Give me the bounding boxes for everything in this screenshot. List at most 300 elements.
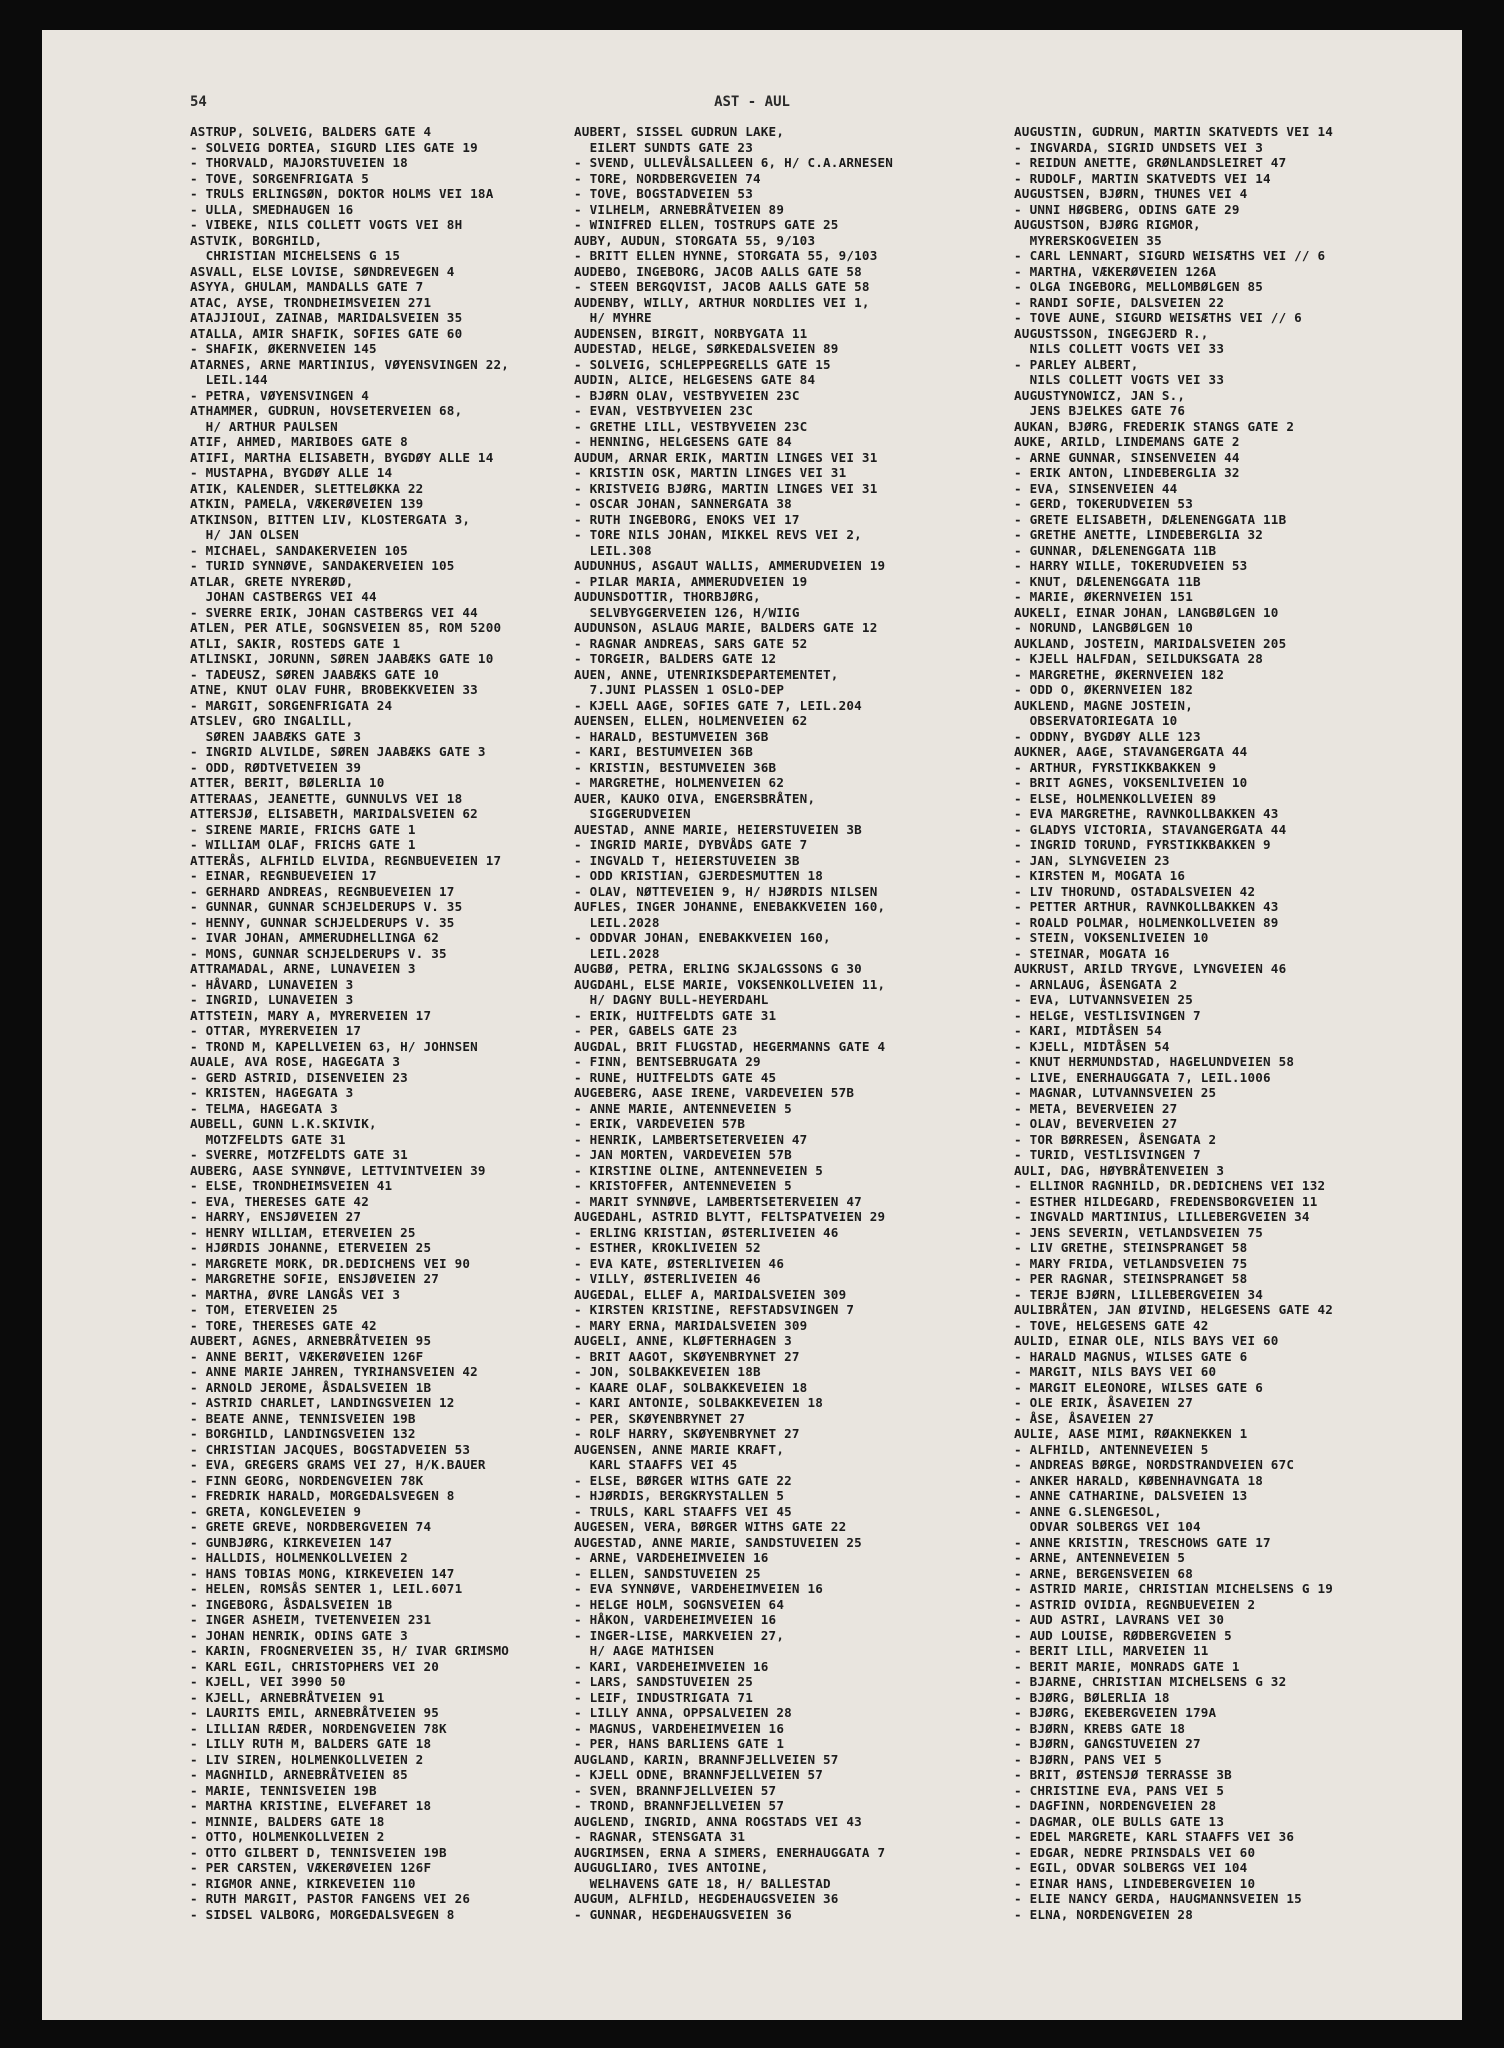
- directory-entry: AUKLEND, MAGNE JOSTEIN,: [1014, 697, 1193, 713]
- directory-entry: - ODDNY, BYGDØY ALLE 123: [1014, 728, 1201, 744]
- directory-entry: AUGELI, ANNE, KLØFTERHAGEN 3: [574, 1333, 792, 1348]
- directory-entry: AUGUSTSON, BJØRG RIGMOR,: [1014, 217, 1201, 232]
- directory-entry: - HENNING, HELGESENS GATE 84: [574, 434, 792, 449]
- listing-column-1: [190, 124, 620, 1922]
- directory-entry: OBSERVATORIEGATA 10: [1014, 713, 1178, 728]
- listing-column-2: [574, 124, 1004, 1922]
- directory-entry: - KNUT HERMUNDSTAD, HAGELUNDVEIEN 58: [1014, 1054, 1295, 1069]
- directory-entry: - IVAR JOHAN, AMMERUDHELLINGA 62: [190, 930, 440, 945]
- directory-entry: - GLADYS VICTORIA, STAVANGERGATA 44: [1014, 821, 1287, 837]
- directory-entry: - VIBEKE, NILS COLLETT VOGTS VEI 8H: [190, 217, 463, 232]
- directory-entry: - BJØRG, BØLERLIA 18: [1014, 1689, 1170, 1705]
- directory-entry: - LIV GRETHE, STEINSPRANGET 58: [1014, 1240, 1248, 1255]
- directory-entry: AUFLES, INGER JOHANNE, ENEBAKKVEIEN 160,: [574, 899, 886, 914]
- directory-entry: - LEIF, INDUSTRIGATA 71: [574, 1689, 753, 1705]
- directory-entry: AUDENSEN, BIRGIT, NORBYGATA 11: [574, 325, 808, 341]
- directory-entry: LEIL.308: [574, 542, 652, 558]
- directory-entry: - GUNBJØRG, KIRKEVEIEN 147: [190, 1534, 393, 1550]
- page-number: 54: [190, 94, 207, 110]
- directory-entry: - SIDSEL VALBORG, MORGEDALSVEGEN 8: [190, 1906, 455, 1922]
- directory-entry: - TROND, BRANNFJELLVEIEN 57: [574, 1798, 785, 1813]
- directory-entry: - ANNE MARIE JAHREN, TYRIHANSVEIEN 42: [190, 1364, 478, 1379]
- directory-entry: - KIRSTINE OLINE, ANTENNEVEIEN 5: [574, 1162, 824, 1178]
- directory-entry: - EVA, SINSENVEIEN 44: [1014, 480, 1178, 496]
- directory-entry: - TADEUSZ, SØREN JAABÆKS GATE 10: [190, 666, 440, 682]
- directory-entry: - BRIT, ØSTENSJØ TERRASSE 3B: [1014, 1767, 1232, 1782]
- directory-entry: - TORE, NORDBERGVEIEN 74: [574, 170, 761, 186]
- directory-entry: AUGEBERG, AASE IRENE, VARDEVEIEN 57B: [574, 1085, 855, 1100]
- directory-entry: - LARS, SANDSTUVEIEN 25: [574, 1674, 753, 1689]
- directory-entry: - OTTO GILBERT D, TENNISVEIEN 19B: [190, 1844, 447, 1860]
- directory-entry: - JON, SOLBAKKEVEIEN 18B: [574, 1364, 761, 1379]
- directory-entry: H/ MYHRE: [574, 310, 652, 325]
- directory-entry: - GRETA, KONGLEVEIEN 9: [190, 1503, 362, 1519]
- directory-entry: - THORVALD, MAJORSTUVEIEN 18: [190, 155, 408, 170]
- directory-entry: AUKRUST, ARILD TRYGVE, LYNGVEIEN 46: [1014, 961, 1287, 976]
- directory-entry: SELVBYGGERVEIEN 126, H/WIIG: [574, 604, 800, 620]
- directory-entry: - ULLA, SMEDHAUGEN 16: [190, 201, 354, 217]
- directory-entry: AUEN, ANNE, UTENRIKSDEPARTEMENTET,: [574, 666, 839, 682]
- directory-entry: NILS COLLETT VOGTS VEI 33: [1014, 372, 1225, 387]
- directory-entry: - ESTHER HILDEGARD, FREDENSBORGVEIEN 11: [1014, 1193, 1318, 1209]
- directory-entry: - ANNE G.SLENGESOL,: [1014, 1503, 1162, 1519]
- directory-entry: ASTRUP, SOLVEIG, BALDERS GATE 4: [190, 124, 432, 139]
- directory-entry: - STEIN, VOKSENLIVEIEN 10: [1014, 930, 1209, 945]
- directory-entry: H/ DAGNY BULL-HEYERDAHL: [574, 992, 769, 1007]
- directory-entry: - STEINAR, MOGATA 16: [1014, 945, 1170, 961]
- directory-entry: ATLINSKI, JORUNN, SØREN JAABÆKS GATE 10: [190, 651, 494, 666]
- directory-entry: - LILLIAN RÆDER, NORDENGVEIEN 78K: [190, 1720, 447, 1736]
- directory-entry: EILERT SUNDTS GATE 23: [574, 139, 753, 155]
- directory-entry: - RIGMOR ANNE, KIRKEVEIEN 110: [190, 1875, 416, 1891]
- directory-entry: - PARLEY ALBERT,: [1014, 356, 1139, 372]
- directory-entry: - MONS, GUNNAR SCHJELDERUPS V. 35: [190, 945, 447, 961]
- directory-entry: - INGEBORG, ÅSDALSVEIEN 1B: [190, 1596, 393, 1612]
- listing-column-3: [1014, 124, 1454, 1922]
- directory-entry: - ÅSE, ÅSAVEIEN 27: [1014, 1410, 1155, 1426]
- directory-entry: - AUD ASTRI, LAVRANS VEI 30: [1014, 1612, 1225, 1627]
- directory-entry: - TOVE, HELGESENS GATE 42: [1014, 1317, 1209, 1333]
- directory-entry: - GRETE ELISABETH, DÆLENENGGATA 11B: [1014, 511, 1287, 527]
- directory-entry: - INGRID, LUNAVEIEN 3: [190, 992, 354, 1007]
- directory-entry: ATLAR, GRETE NYRERØD,: [190, 573, 354, 589]
- directory-entry: - KJELL AAGE, SOFIES GATE 7, LEIL.204: [574, 697, 862, 713]
- directory-entry: - KARI, MIDTÅSEN 54: [1014, 1023, 1162, 1038]
- directory-entry: - LIVE, ENERHAUGGATA 7, LEIL.1006: [1014, 1069, 1271, 1085]
- directory-entry: - EVA, GREGERS GRAMS VEI 27, H/K.BAUER: [190, 1457, 486, 1472]
- directory-entry: - RUTH INGEBORG, ENOKS VEI 17: [574, 511, 800, 527]
- directory-entry: - PER CARSTEN, VÆKERØVEIEN 126F: [190, 1860, 432, 1875]
- directory-entry: - HELGE, VESTLISVINGEN 7: [1014, 1007, 1201, 1023]
- directory-entry: - EDGAR, NEDRE PRINSDALS VEI 60: [1014, 1844, 1256, 1860]
- directory-entry: - MARGRETHE, HOLMENVEIEN 62: [574, 775, 785, 790]
- directory-entry: - LAURITS EMIL, ARNEBRÅTVEIEN 95: [190, 1705, 440, 1720]
- directory-entry: - KRISTOFFER, ANTENNEVEIEN 5: [574, 1178, 792, 1193]
- directory-entry: - BRIT AAGOT, SKØYENBRYNET 27: [574, 1348, 800, 1364]
- directory-entry: - UNNI HØGBERG, ODINS GATE 29: [1014, 201, 1240, 217]
- directory-entry: - ARTHUR, FYRSTIKKBAKKEN 9: [1014, 759, 1217, 775]
- directory-entry: AUENSEN, ELLEN, HOLMENVEIEN 62: [574, 713, 808, 728]
- directory-entry: WELHAVENS GATE 18, H/ BALLESTAD: [574, 1875, 831, 1891]
- directory-entry: KARL STAAFFS VEI 45: [574, 1457, 738, 1472]
- directory-entry: - GRETE GREVE, NORDBERGVEIEN 74: [190, 1519, 432, 1534]
- directory-entry: - PER, GABELS GATE 23: [574, 1023, 738, 1038]
- directory-entry: - OTTAR, MYRERVEIEN 17: [190, 1023, 362, 1038]
- directory-entry: - EDEL MARGRETE, KARL STAAFFS VEI 36: [1014, 1829, 1295, 1844]
- directory-entry: - MAGNUS, VARDEHEIMVEIEN 16: [574, 1720, 785, 1736]
- directory-entry: - HÅVARD, LUNAVEIEN 3: [190, 976, 354, 992]
- directory-entry: - STEEN BERGQVIST, JACOB AALLS GATE 58: [574, 279, 870, 294]
- directory-entry: ATNE, KNUT OLAV FUHR, BROBEKKVEIEN 33: [190, 682, 478, 697]
- directory-entry: AUGLAND, KARIN, BRANNFJELLVEIEN 57: [574, 1751, 839, 1767]
- directory-entry: - ARNE, VARDEHEIMVEIEN 16: [574, 1550, 769, 1565]
- directory-entry: - ANNE MARIE, ANTENNEVEIEN 5: [574, 1100, 792, 1116]
- directory-entry: - MARGIT, NILS BAYS VEI 60: [1014, 1364, 1217, 1379]
- directory-entry: - CHRISTINE EVA, PANS VEI 5: [1014, 1782, 1225, 1798]
- directory-entry: - TERJE BJØRN, LILLEBERGVEIEN 34: [1014, 1286, 1264, 1302]
- directory-entry: - HENRIK, LAMBERTSETERVEIEN 47: [574, 1131, 808, 1147]
- directory-entry: - DAGFINN, NORDENGVEIEN 28: [1014, 1798, 1217, 1813]
- directory-entry: AUBERT, AGNES, ARNEBRÅTVEIEN 95: [190, 1333, 432, 1348]
- directory-entry: - JENS SEVERIN, VETLANDSVEIEN 75: [1014, 1224, 1264, 1240]
- directory-entry: - VILLY, ØSTERLIVEIEN 46: [574, 1271, 761, 1286]
- directory-entry: ATARNES, ARNE MARTINIUS, VØYENSVINGEN 22,: [190, 356, 510, 372]
- directory-entry: - MUSTAPHA, BYGDØY ALLE 14: [190, 465, 393, 480]
- directory-entry: ATLEN, PER ATLE, SOGNSVEIEN 85, ROM 5200: [190, 620, 502, 635]
- directory-entry: - HANS TOBIAS MONG, KIRKEVEIEN 147: [190, 1565, 455, 1581]
- directory-entry: - VILHELM, ARNEBRÅTVEIEN 89: [574, 201, 785, 217]
- directory-entry: - JOHAN HENRIK, ODINS GATE 3: [190, 1627, 408, 1643]
- directory-entry: - EVAN, VESTBYVEIEN 23C: [574, 403, 753, 418]
- directory-entry: JOHAN CASTBERGS VEI 44: [190, 589, 377, 604]
- directory-entry: - TORGEIR, BALDERS GATE 12: [574, 651, 777, 666]
- directory-entry: - OTTO, HOLMENKOLLVEIEN 2: [190, 1829, 385, 1844]
- directory-entry: - ELLINOR RAGNHILD, DR.DEDICHENS VEI 132: [1014, 1178, 1326, 1193]
- directory-entry: - SHAFIK, ØKERNVEIEN 145: [190, 341, 377, 356]
- directory-entry: - KRISTIN, BESTUMVEIEN 36B: [574, 759, 777, 775]
- directory-entry: - MARGRETHE SOFIE, ENSJØVEIEN 27: [190, 1271, 440, 1286]
- directory-entry: - OLGA INGEBORG, MELLOMBØLGEN 85: [1014, 279, 1264, 294]
- directory-entry: - KJELL HALFDAN, SEILDUKSGATA 28: [1014, 651, 1264, 666]
- directory-entry: AUBERT, SISSEL GUDRUN LAKE,: [574, 124, 785, 139]
- directory-entry: AULIBRÅTEN, JAN ØIVIND, HELGESENS GATE 42: [1014, 1302, 1334, 1317]
- directory-entry: - GERD ASTRID, DISENVEIEN 23: [190, 1069, 408, 1085]
- directory-entry: - ODD O, ØKERNVEIEN 182: [1014, 682, 1193, 697]
- directory-entry: LEIL.2028: [574, 945, 660, 961]
- directory-entry: - HÅKON, VARDEHEIMVEIEN 16: [574, 1612, 777, 1627]
- directory-entry: LEIL.2028: [574, 914, 660, 930]
- directory-entry: AUGLEND, INGRID, ANNA ROGSTADS VEI 43: [574, 1813, 862, 1829]
- directory-entry: - KAARE OLAF, SOLBAKKEVEIEN 18: [574, 1379, 808, 1395]
- directory-entry: - ELSE, HOLMENKOLLVEIEN 89: [1014, 790, 1217, 806]
- directory-entry: - SVEND, ULLEVÅLSALLEEN 6, H/ C.A.ARNESEN: [574, 155, 894, 170]
- directory-entry: SØREN JAABÆKS GATE 3: [190, 728, 362, 744]
- directory-entry: AUDIN, ALICE, HELGESENS GATE 84: [574, 372, 816, 387]
- directory-entry: - MICHAEL, SANDAKERVEIEN 105: [190, 542, 408, 558]
- directory-entry: - META, BEVERVEIEN 27: [1014, 1100, 1178, 1116]
- directory-entry: - KARL EGIL, CHRISTOPHERS VEI 20: [190, 1658, 440, 1674]
- directory-entry: - EGIL, ODVAR SOLBERGS VEI 104: [1014, 1860, 1248, 1875]
- directory-entry: AUDUNSDOTTIR, THORBJØRG,: [574, 589, 761, 604]
- directory-entry: - PER RAGNAR, STEINSPRANGET 58: [1014, 1271, 1248, 1286]
- directory-entry: AUGUSTYNOWICZ, JAN S.,: [1014, 387, 1186, 403]
- directory-entry: - HARRY WILLE, TOKERUDVEIEN 53: [1014, 558, 1248, 573]
- directory-entry: - MARGRETE MORK, DR.DEDICHENS VEI 90: [190, 1255, 471, 1271]
- directory-entry: - KNUT, DÆLENENGGATA 11B: [1014, 573, 1201, 589]
- directory-entry: - MARIT SYNNØVE, LAMBERTSETERVEIEN 47: [574, 1193, 862, 1209]
- directory-entry: AUKELI, EINAR JOHAN, LANGBØLGEN 10: [1014, 604, 1279, 620]
- directory-entry: - TOVE, SORGENFRIGATA 5: [190, 170, 369, 186]
- directory-entry: AULID, EINAR OLE, NILS BAYS VEI 60: [1014, 1333, 1279, 1348]
- directory-entry: - TOR BØRRESEN, ÅSENGATA 2: [1014, 1131, 1217, 1147]
- directory-entry: ATIK, KALENDER, SLETTELØKKA 22: [190, 480, 424, 496]
- directory-entry: - BORGHILD, LANDINGSVEIEN 132: [190, 1426, 416, 1441]
- directory-entry: - SVEN, BRANNFJELLVEIEN 57: [574, 1782, 777, 1798]
- directory-entry: - BRIT AGNES, VOKSENLIVEIEN 10: [1014, 775, 1248, 790]
- directory-entry: - INGRID ALVILDE, SØREN JAABÆKS GATE 3: [190, 744, 486, 759]
- directory-entry: - KRISTEN, HAGEGATA 3: [190, 1085, 354, 1100]
- directory-entry: - ELLEN, SANDSTUVEIEN 25: [574, 1565, 761, 1581]
- directory-entry: - RUTH MARGIT, PASTOR FANGENS VEI 26: [190, 1891, 471, 1906]
- directory-entry: AUDUNHUS, ASGAUT WALLIS, AMMERUDVEIEN 19: [574, 558, 886, 573]
- directory-entry: SIGGERUDVEIEN: [574, 806, 691, 821]
- directory-entry: - GERD, TOKERUDVEIEN 53: [1014, 496, 1193, 511]
- directory-entry: - ROLF HARRY, SKØYENBRYNET 27: [574, 1426, 800, 1441]
- directory-entry: AUKE, ARILD, LINDEMANS GATE 2: [1014, 434, 1240, 449]
- directory-entry: AUDUM, ARNAR ERIK, MARTIN LINGES VEI 31: [574, 449, 878, 465]
- directory-entry: - MARTHA KRISTINE, ELVEFARET 18: [190, 1798, 432, 1813]
- directory-entry: AUDESTAD, HELGE, SØRKEDALSVEIEN 89: [574, 341, 839, 356]
- directory-entry: - MARTHA, VÆKERØVEIEN 126A: [1014, 263, 1217, 279]
- directory-entry: - OLAV, BEVERVEIEN 27: [1014, 1116, 1178, 1131]
- directory-entry: - BRITT ELLEN HYNNE, STORGATA 55, 9/103: [574, 248, 878, 263]
- directory-entry: - MARTHA, ØVRE LANGÅS VEI 3: [190, 1286, 401, 1302]
- directory-entry: - GRETHE LILL, VESTBYVEIEN 23C: [574, 418, 808, 434]
- directory-entry: - TOVE AUNE, SIGURD WEISÆTHS VEI // 6: [1014, 310, 1302, 325]
- directory-entry: - JAN MORTEN, VARDEVEIEN 57B: [574, 1147, 792, 1162]
- directory-entry: - LILLY ANNA, OPPSALVEIEN 28: [574, 1705, 792, 1720]
- directory-entry: - BJØRN OLAV, VESTBYVEIEN 23C: [574, 387, 800, 403]
- directory-entry: - MARY FRIDA, VETLANDSVEIEN 75: [1014, 1255, 1248, 1271]
- directory-entry: ATTRAMADAL, ARNE, LUNAVEIEN 3: [190, 961, 416, 976]
- directory-entry: AUDENBY, WILLY, ARTHUR NORDLIES VEI 1,: [574, 294, 870, 310]
- directory-entry: - HARALD MAGNUS, WILSES GATE 6: [1014, 1348, 1248, 1364]
- directory-entry: AULIE, AASE MIMI, RØAKNEKKEN 1: [1014, 1426, 1248, 1441]
- directory-entry: AUGUGLIARO, IVES ANTOINE,: [574, 1860, 769, 1875]
- directory-entry: - ODDVAR JOHAN, ENEBAKKVEIEN 160,: [574, 930, 831, 945]
- directory-entry: - RUDOLF, MARTIN SKATVEDTS VEI 14: [1014, 170, 1271, 186]
- directory-entry: ATAC, AYSE, TRONDHEIMSVEIEN 271: [190, 294, 432, 310]
- directory-entry: ATIF, AHMED, MARIBOES GATE 8: [190, 434, 408, 449]
- directory-entry: AUESTAD, ANNE MARIE, HEIERSTUVEIEN 3B: [574, 821, 862, 837]
- directory-entry: ATKINSON, BITTEN LIV, KLOSTERGATA 3,: [190, 511, 471, 527]
- directory-entry: - ARNLAUG, ÅSENGATA 2: [1014, 976, 1178, 992]
- directory-entry: - ANNE BERIT, VÆKERØVEIEN 126F: [190, 1348, 424, 1364]
- directory-entry: - OSCAR JOHAN, SANNERGATA 38: [574, 496, 792, 511]
- directory-entry: - ASTRID MARIE, CHRISTIAN MICHELSENS G 19: [1014, 1581, 1334, 1596]
- directory-entry: AUKAN, BJØRG, FREDERIK STANGS GATE 2: [1014, 418, 1295, 434]
- directory-entry: - HJØRDIS, BERGKRYSTALLEN 5: [574, 1488, 785, 1503]
- directory-entry: - KRISTIN OSK, MARTIN LINGES VEI 31: [574, 465, 847, 480]
- directory-entry: AUKLAND, JOSTEIN, MARIDALSVEIEN 205: [1014, 635, 1287, 651]
- directory-entry: - ARNE GUNNAR, SINSENVEIEN 44: [1014, 449, 1240, 465]
- directory-entry: - GERHARD ANDREAS, REGNBUEVEIEN 17: [190, 883, 455, 899]
- directory-entry: - BJØRN, KREBS GATE 18: [1014, 1720, 1186, 1736]
- directory-entry: - TELMA, HAGEGATA 3: [190, 1100, 338, 1116]
- directory-entry: AUGUSTSEN, BJØRN, THUNES VEI 4: [1014, 186, 1248, 201]
- directory-entry: - EVA MARGRETHE, RAVNKOLLBAKKEN 43: [1014, 806, 1279, 821]
- directory-entry: - HARRY, ENSJØVEIEN 27: [190, 1209, 362, 1224]
- directory-entry: H/ JAN OLSEN: [190, 527, 299, 542]
- directory-entry: - MARY ERNA, MARIDALSVEIEN 309: [574, 1317, 808, 1333]
- directory-entry: - HENRY WILLIAM, ETERVEIEN 25: [190, 1224, 416, 1240]
- directory-entry: ATIFI, MARTHA ELISABETH, BYGDØY ALLE 14: [190, 449, 494, 465]
- directory-entry: - WINIFRED ELLEN, TOSTRUPS GATE 25: [574, 217, 839, 232]
- directory-entry: AUGDAL, BRIT FLUGSTAD, HEGERMANNS GATE 4: [574, 1038, 886, 1054]
- directory-entry: - FINN, BENTSEBRUGATA 29: [574, 1054, 761, 1069]
- directory-entry: - EVA, THERESES GATE 42: [190, 1193, 369, 1209]
- directory-entry: - SOLVEIG, SCHLEPPEGRELLS GATE 15: [574, 356, 831, 372]
- directory-entry: - MAGNAR, LUTVANNSVEIEN 25: [1014, 1085, 1217, 1100]
- directory-entry: - GUNNAR, GUNNAR SCHJELDERUPS V. 35: [190, 899, 463, 914]
- directory-entry: - ELNA, NORDENGVEIEN 28: [1014, 1906, 1193, 1922]
- directory-entry: AUBY, AUDUN, STORGATA 55, 9/103: [574, 232, 816, 248]
- directory-entry: - ESTHER, KROKLIVEIEN 52: [574, 1240, 761, 1255]
- directory-entry: ATSLEV, GRO INGALILL,: [190, 713, 354, 728]
- directory-entry: - HARALD, BESTUMVEIEN 36B: [574, 728, 769, 744]
- page-range-title: AST - AUL: [714, 94, 790, 110]
- directory-entry: - KARIN, FROGNERVEIEN 35, H/ IVAR GRIMSMO: [190, 1643, 510, 1658]
- directory-entry: AUKNER, AAGE, STAVANGERGATA 44: [1014, 744, 1248, 759]
- directory-entry: - KARI, VARDEHEIMVEIEN 16: [574, 1658, 769, 1674]
- directory-entry: - KJELL, VEI 3990 50: [190, 1674, 346, 1689]
- directory-entry: - JAN, SLYNGVEIEN 23: [1014, 852, 1170, 868]
- directory-entry: ATTERÅS, ALFHILD ELVIDA, REGNBUEVEIEN 17: [190, 852, 502, 868]
- directory-entry: - KARI, BESTUMVEIEN 36B: [574, 744, 753, 759]
- directory-entry: - RUNE, HUITFELDTS GATE 45: [574, 1069, 777, 1085]
- directory-entry: AUGESEN, VERA, BØRGER WITHS GATE 22: [574, 1519, 847, 1534]
- directory-entry: ATHAMMER, GUDRUN, HOVSETERVEIEN 68,: [190, 403, 463, 418]
- directory-entry: AUGUSTIN, GUDRUN, MARTIN SKATVEDTS VEI 14: [1014, 124, 1334, 139]
- directory-entry: - MARGRETHE, ØKERNVEIEN 182: [1014, 666, 1225, 682]
- directory-entry: - OLAV, NØTTEVEIEN 9, H/ HJØRDIS NILSEN: [574, 883, 878, 899]
- directory-entry: JENS BJELKES GATE 76: [1014, 403, 1186, 418]
- directory-entry: - LIV THORUND, OSTADALSVEIEN 42: [1014, 883, 1256, 899]
- directory-entry: - HJØRDIS JOHANNE, ETERVEIEN 25: [190, 1240, 432, 1255]
- directory-entry: AUDEBO, INGEBORG, JACOB AALLS GATE 58: [574, 263, 862, 279]
- directory-entry: - SVERRE ERIK, JOHAN CASTBERGS VEI 44: [190, 604, 478, 620]
- directory-entry: - ARNE, ANTENNEVEIEN 5: [1014, 1550, 1186, 1565]
- directory-entry: - RAGNAR ANDREAS, SARS GATE 52: [574, 635, 808, 651]
- directory-entry: ATTSTEIN, MARY A, MYRERVEIEN 17: [190, 1007, 432, 1023]
- directory-entry: - ASTRID OVIDIA, REGNBUEVEIEN 2: [1014, 1596, 1256, 1612]
- directory-entry: - AUD LOUISE, RØDBERGVEIEN 5: [1014, 1627, 1232, 1643]
- directory-entry: - TOM, ETERVEIEN 25: [190, 1302, 338, 1317]
- directory-entry: - BJARNE, CHRISTIAN MICHELSENS G 32: [1014, 1674, 1287, 1689]
- directory-entry: - DAGMAR, OLE BULLS GATE 13: [1014, 1813, 1225, 1829]
- directory-entry: - ALFHILD, ANTENNEVEIEN 5: [1014, 1441, 1209, 1457]
- page-header: [42, 88, 1462, 118]
- directory-entry: ATKIN, PAMELA, VÆKERØVEIEN 139: [190, 496, 424, 511]
- directory-entry: - TROND M, KAPELLVEIEN 63, H/ JOHNSEN: [190, 1038, 478, 1054]
- directory-entry: - INGER ASHEIM, TVETENVEIEN 231: [190, 1612, 432, 1627]
- directory-entry: AUBERG, AASE SYNNØVE, LETTVINTVEIEN 39: [190, 1162, 486, 1178]
- directory-entry: - BEATE ANNE, TENNISVEIEN 19B: [190, 1410, 416, 1426]
- directory-entry: - KARI ANTONIE, SOLBAKKEVEIEN 18: [574, 1395, 824, 1410]
- directory-entry: ODVAR SOLBERGS VEI 104: [1014, 1519, 1201, 1534]
- directory-entry: - ANNE KRISTIN, TRESCHOWS GATE 17: [1014, 1534, 1271, 1550]
- directory-entry: - GUNNAR, HEGDEHAUGSVEIEN 36: [574, 1906, 792, 1922]
- directory-entry: ASYYA, GHULAM, MANDALLS GATE 7: [190, 279, 424, 294]
- directory-entry: - TRULS ERLINGSØN, DOKTOR HOLMS VEI 18A: [190, 186, 494, 201]
- directory-entry: - INGVALD MARTINIUS, LILLEBERGVEIEN 34: [1014, 1209, 1310, 1224]
- directory-entry: LEIL.144: [190, 372, 268, 387]
- directory-entry: - SVERRE, MOTZFELDTS GATE 31: [190, 1147, 408, 1162]
- directory-entry: ATAJJIOUI, ZAINAB, MARIDALSVEIEN 35: [190, 310, 463, 325]
- directory-entry: - EVA, LUTVANNSVEIEN 25: [1014, 992, 1193, 1007]
- directory-entry: - KJELL, ARNEBRÅTVEIEN 91: [190, 1689, 385, 1705]
- directory-entry: ATTER, BERIT, BØLERLIA 10: [190, 775, 385, 790]
- directory-entry: NILS COLLETT VOGTS VEI 33: [1014, 341, 1225, 356]
- directory-entry: ATALLA, AMIR SHAFIK, SOFIES GATE 60: [190, 325, 463, 341]
- directory-entry: - TURID, VESTLISVINGEN 7: [1014, 1147, 1201, 1162]
- directory-entry: - KIRSTEN KRISTINE, REFSTADSVINGEN 7: [574, 1302, 855, 1317]
- directory-entry: - SIRENE MARIE, FRICHS GATE 1: [190, 821, 416, 837]
- directory-entry: - TORE, THERESES GATE 42: [190, 1317, 377, 1333]
- directory-entry: - ARNOLD JEROME, ÅSDALSVEIEN 1B: [190, 1379, 432, 1395]
- directory-entry: AUGENSEN, ANNE MARIE KRAFT,: [574, 1441, 785, 1457]
- directory-entry: MYRERSKOGVEIEN 35: [1014, 232, 1162, 248]
- directory-entry: ATLI, SAKIR, ROSTEDS GATE 1: [190, 635, 401, 651]
- directory-entry: - BERIT LILL, MARVEIEN 11: [1014, 1643, 1209, 1658]
- directory-entry: - ELIE NANCY GERDA, HAUGMANNSVEIEN 15: [1014, 1891, 1302, 1906]
- directory-entry: - BJØRG, EKEBERGVEIEN 179A: [1014, 1705, 1217, 1720]
- directory-entry: - ANKER HARALD, KØBENHAVNGATA 18: [1014, 1472, 1264, 1488]
- directory-entry: - REIDUN ANETTE, GRØNLANDSLEIRET 47: [1014, 155, 1287, 170]
- directory-entry: AUALE, AVA ROSE, HAGEGATA 3: [190, 1054, 401, 1069]
- directory-entry: - ELSE, TRONDHEIMSVEIEN 41: [190, 1178, 393, 1193]
- directory-entry: - MARIE, ØKERNVEIEN 151: [1014, 589, 1193, 604]
- directory-entry: - HELEN, ROMSÅS SENTER 1, LEIL.6071: [190, 1581, 463, 1596]
- directory-entry: - ANDREAS BØRGE, NORDSTRANDVEIEN 67C: [1014, 1457, 1295, 1472]
- directory-entry: - EVA SYNNØVE, VARDEHEIMVEIEN 16: [574, 1581, 824, 1596]
- directory-entry: MOTZFELDTS GATE 31: [190, 1131, 346, 1147]
- directory-entry: H/ AAGE MATHISEN: [574, 1643, 715, 1658]
- directory-entry: - INGER-LISE, MARKVEIEN 27,: [574, 1627, 785, 1643]
- directory-entry: - TOVE, BOGSTADVEIEN 53: [574, 186, 753, 201]
- directory-entry: - LIV SIREN, HOLMENKOLLVEIEN 2: [190, 1751, 424, 1767]
- directory-entry: - KRISTVEIG BJØRG, MARTIN LINGES VEI 31: [574, 480, 878, 496]
- directory-entry: - KJELL, MIDTÅSEN 54: [1014, 1038, 1170, 1054]
- directory-entry: - ERIK, VARDEVEIEN 57B: [574, 1116, 746, 1131]
- directory-entry: ATTERAAS, JEANETTE, GUNNULVS VEI 18: [190, 790, 463, 806]
- directory-entry: - ERLING KRISTIAN, ØSTERLIVEIEN 46: [574, 1224, 839, 1240]
- directory-entry: - TRULS, KARL STAAFFS VEI 45: [574, 1503, 792, 1519]
- directory-entry: - ERIK, HUITFELDTS GATE 31: [574, 1007, 777, 1023]
- directory-entry: - ELSE, BØRGER WITHS GATE 22: [574, 1472, 792, 1488]
- directory-entry: - EINAR HANS, LINDEBERGVEIEN 10: [1014, 1875, 1256, 1891]
- directory-entry: - HENNY, GUNNAR SCHJELDERUPS V. 35: [190, 914, 455, 930]
- directory-entry: - SOLVEIG DORTEA, SIGURD LIES GATE 19: [190, 139, 478, 155]
- directory-entry: - EINAR, REGNBUEVEIEN 17: [190, 868, 377, 883]
- directory-entry: - TORE NILS JOHAN, MIKKEL REVS VEI 2,: [574, 527, 862, 542]
- directory-entry: AUGUM, ALFHILD, HEGDEHAUGSVEIEN 36: [574, 1891, 839, 1906]
- directory-entry: - ERIK ANTON, LINDEBERGLIA 32: [1014, 465, 1240, 480]
- directory-entry: - WILLIAM OLAF, FRICHS GATE 1: [190, 837, 416, 852]
- directory-entry: ASTVIK, BORGHILD,: [190, 232, 323, 248]
- directory-entry: AUBELL, GUNN L.K.SKIVIK,: [190, 1116, 377, 1131]
- directory-entry: - ROALD POLMAR, HOLMENKOLLVEIEN 89: [1014, 914, 1279, 930]
